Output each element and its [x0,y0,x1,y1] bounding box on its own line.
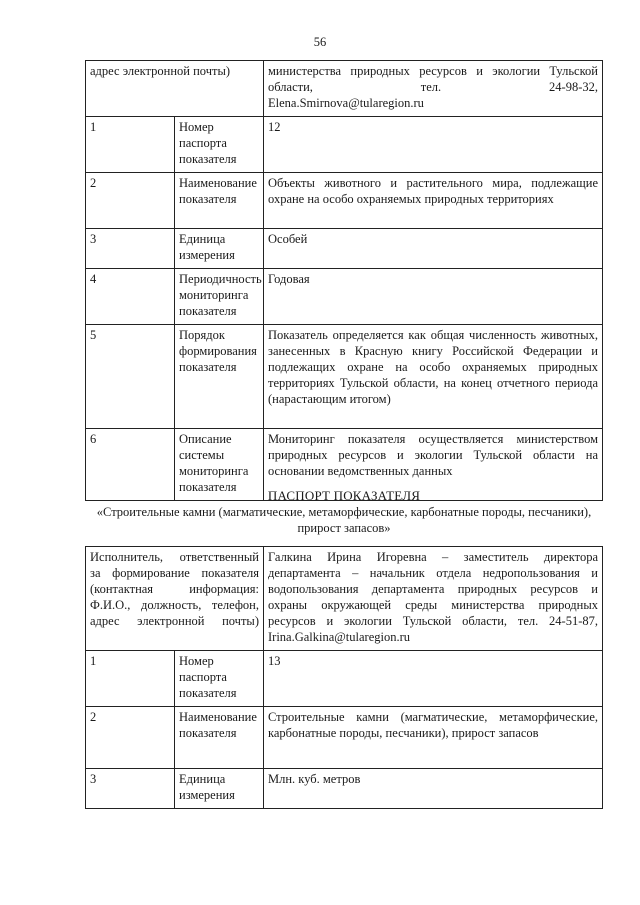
row-label [175,325,264,429]
row-value: 12 [264,117,603,173]
section-heading [85,488,603,536]
row-number: 1 [86,117,175,173]
table-row [86,547,603,651]
row-value: Млн. куб. метров [264,769,603,809]
row-label: Периодичность мониторинга показателя [175,269,264,325]
row-label-text: Порядок формирования показателя [179,328,257,374]
row-number: 3 [86,769,175,809]
row-number: 3 [86,229,175,269]
table-row [86,269,603,325]
row-value: Годовая [264,269,603,325]
row-label: адрес электронной почты) [90,64,231,78]
contact-email: Elena.Smirnova@tularegion.ru [268,96,424,110]
section-title: ПАСПОРТ ПОКАЗАТЕЛЯ [267,488,421,503]
indicator-passport-table-13 [85,546,603,809]
indicator-passport-table-12 [85,60,603,501]
value-cell [264,61,603,117]
row-label: Наименование показателя [175,707,264,769]
table-row [86,229,603,269]
row-number: 2 [86,707,175,769]
row-value: Строительные камни (магматические, метаморфические, карбонатные породы, песчаники), прирост запасов [264,707,603,769]
row-label-text: Номер паспорта показателя [179,654,237,700]
row-value: 13 [264,651,603,707]
page-number: 56 [313,35,327,49]
row-value: Особей [264,229,603,269]
row-number: 1 [86,651,175,707]
contact-email: Irina.Galkina@tularegion.ru [268,630,411,644]
row-label [175,117,264,173]
row-value: Показатель определяется как общая численность животных, занесенных в Красную книгу Российской Федерации и подлежащих охране на особо охраняемых природных территориях Тульской области, на конец отчетного периода (нарастающим итогом) [264,325,603,429]
row-number: 6 [86,429,175,501]
row-label: Единица измерения [175,229,264,269]
row-label: Исполнитель, ответственный за формирование показателя (контактная информация: Ф.И.О., должность, телефон, адрес электронной почты) [90,550,259,628]
table-row [86,173,603,229]
label-cell [86,61,264,117]
table-row [86,707,603,769]
row-value: Объекты животного и растительного мира, подлежащие охране на особо охраняемых природных территориях [264,173,603,229]
label-cell [86,547,264,651]
table-row [86,325,603,429]
row-label: Единица измерения [175,769,264,809]
row-value: Галкина Ирина Игоревна – заместитель директора департамента – начальник отдела недропользования и водопользования департамента природных ресурсов и охраны окружающей среды министерства природных ресурсов и экологии Тульской области, тел. 24-51-87, [268,550,598,628]
row-label-text: Номер паспорта показателя [179,120,237,166]
row-label-text: Описание системы мониторинга показателя [179,432,249,494]
row-value: министерства природных ресурсов и экологии Тульской области, тел. 24-98-32, [268,64,598,94]
row-value: Мониторинг показателя осуществляется министерством природных ресурсов и экологии Тульской области на основании ведомственных данных [264,429,603,501]
row-number: 2 [86,173,175,229]
table-row [86,651,603,707]
table-row [86,117,603,173]
row-number: 4 [86,269,175,325]
value-cell [264,547,603,651]
table-row [86,61,603,117]
row-label [175,651,264,707]
section-subtitle: «Строительные камни (магматические, метаморфические, карбонатные породы, песчаники), прирост запасов» [96,505,592,535]
row-number: 5 [86,325,175,429]
row-label: Наименование показателя [175,173,264,229]
table-row [86,769,603,809]
